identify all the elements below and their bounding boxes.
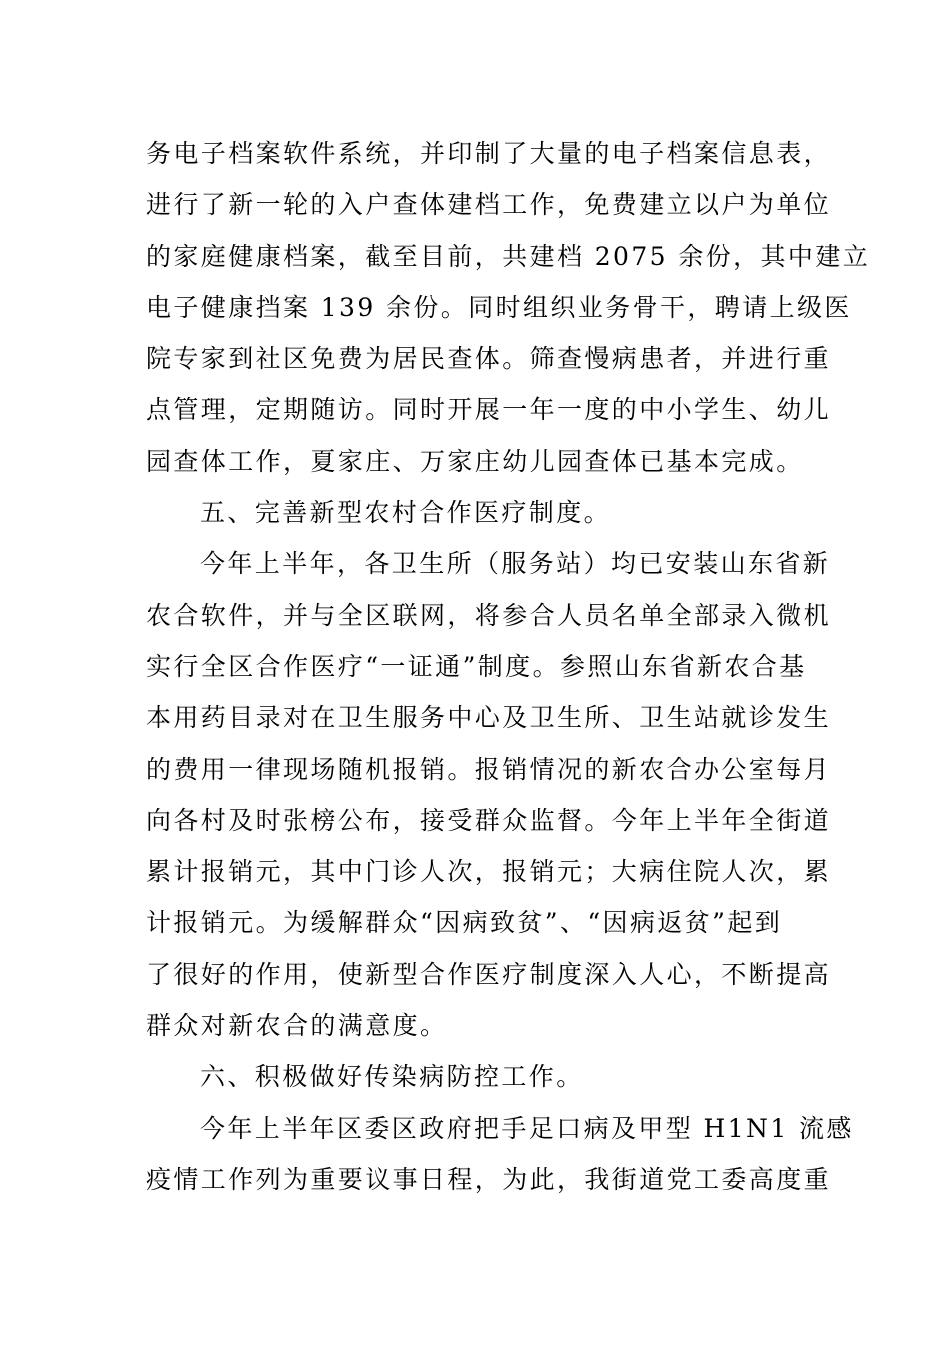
- text-line: 电子健康挡案 139 余份。同时组织业务骨干，聘请上级医: [146, 292, 852, 322]
- text-line: 累计报销元，其中门诊人次，报销元；大病住院人次，累: [146, 857, 832, 887]
- text-line: 本用药目录对在卫生服务中心及卫生所、卫生站就诊发生: [146, 703, 832, 733]
- text-line: 计报销元。为缓解群众“因病致贫”、“因病返贫”起到: [146, 908, 783, 938]
- text-line: 向各村及时张榜公布，接受群众监督。今年上半年全街道: [146, 805, 832, 835]
- text-line: 群众对新农合的满意度。: [146, 1011, 448, 1041]
- text-line: 疫情工作列为重要议事日程，为此，我街道党工委高度重: [146, 1164, 832, 1194]
- paragraph-start-line: 今年上半年区委区政府把手足口病及甲型 H1N1 流感: [200, 1113, 854, 1143]
- text-line: 进行了新一轮的入户查体建档工作，免费建立以户为单位: [146, 190, 832, 220]
- text-line: 的费用一律现场随机报销。报销情况的新农合办公室每月: [146, 754, 832, 784]
- text-line: 院专家到社区免费为居民查体。筛查慢病患者，并进行重: [146, 344, 832, 374]
- text-line: 实行全区合作医疗“一证通”制度。参照山东省新农合基: [146, 651, 807, 681]
- section-heading-6: 六、积极做好传染病防控工作。: [200, 1062, 584, 1092]
- text-line: 的家庭健康档案，截至目前，共建档 2075 余份，其中建立: [146, 241, 871, 271]
- section-heading-5: 五、完善新型农村合作医疗制度。: [200, 498, 612, 528]
- paragraph-start-line: 今年上半年，各卫生所（服务站）均已安装山东省新: [200, 549, 831, 579]
- text-line: 农合软件，并与全区联网，将参合人员名单全部录入微机: [146, 600, 832, 630]
- text-line: 务电子档案软件系统，并印制了大量的电子档案信息表，: [146, 139, 832, 168]
- text-line: 了很好的作用，使新型合作医疗制度深入人心，不断提高: [146, 959, 832, 989]
- document-body: [146, 128, 871, 1205]
- text-line: 点管理，定期随访。同时开展一年一度的中小学生、幼儿: [146, 395, 832, 425]
- text-line: 园查体工作，夏家庄、万家庄幼儿园查体已基本完成。: [146, 446, 804, 476]
